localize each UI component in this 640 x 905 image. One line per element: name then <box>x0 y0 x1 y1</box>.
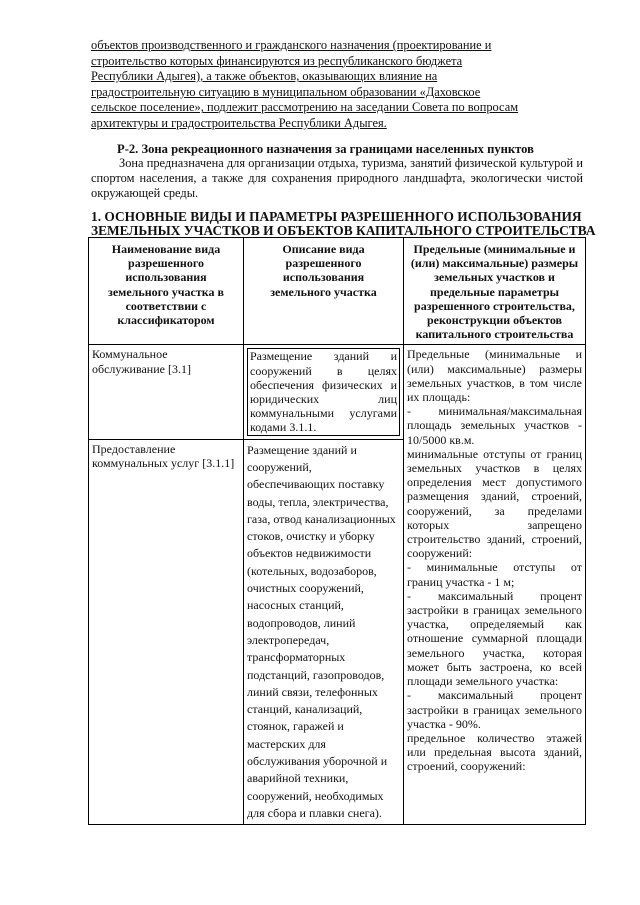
section-title-line: ЗЕМЕЛЬНЫХ УЧАСТКОВ И ОБЪЕКТОВ КАПИТАЛЬНОГО СТРОИТЕЛЬСТВА <box>91 223 596 239</box>
row-description: Размещение зданий и сооружений в целях обеспечения физических и юридических лиц коммунальными услугами кодами 3.1.1. <box>247 348 400 435</box>
param-text: минимальные отступы от границ земельных участков в целях определения мест допустимого размещения зданий, строений, сооружений, за пределами которых запрещено строительство зданий, строений, сооружений: <box>407 446 582 561</box>
intro-line: сельское поселение», подлежит рассмотрению на заседании Совета по вопросам <box>91 100 519 115</box>
row-description-cell <box>244 439 404 825</box>
intro-line: архитектуры и градостроительства Республики Адыгея. <box>91 115 387 130</box>
column-header-name: Наименование вида разрешенного использования земельного участка в соответствии с классификатором <box>89 238 244 345</box>
intro-line: градостроительную ситуацию в муниципальном образовании «Даховское <box>91 84 481 99</box>
row-name: Коммунальное обслуживание [3.1] <box>92 347 191 376</box>
param-text: - максимальный процент застройки в границах земельного участка, определяемый как отношение суммарной площади земельного участка, которая может быть застроена, ко всей площади земельного участка: <box>407 588 582 689</box>
row-name: Предоставление коммунальных услуг [3.1.1] <box>92 441 235 470</box>
param-text: - минимальная/максимальная площадь земельных участков - 10/5000 кв.м. <box>407 404 582 447</box>
row-name-cell <box>89 345 244 439</box>
intro-line: строительство которых финансируются из республиканского бюджета <box>91 53 463 68</box>
section-title <box>91 209 596 239</box>
param-text: предельное количество этажей или предельная высота зданий, строений, сооружений: <box>407 730 582 774</box>
zone-title: Р-2. Зона рекреационного назначения за границами населенных пунктов <box>117 142 534 156</box>
row-description: Размещение зданий и сооружений, обеспечивающих поставку воды, тепла, электричества, газа, отвод канализационных стоков, очистку и уборку объектов недвижимости (котельных, водозаборов, очистных сооружений, насосных станций, водопроводов, линий электропередач, трансформаторных подстанций, газопроводов, линий связи, телефонных станций, канализаций, стоянок, гаражей и мастерских для обслуживания уборочной и аварийной техники, сооружений, необходимых для сбора и плавки снега). <box>247 442 396 820</box>
param-text: - максимальный процент застройки в границах земельного участка - 90%. <box>407 688 582 731</box>
section-title-line: 1. ОСНОВНЫЕ ВИДЫ И ПАРАМЕТРЫ РАЗРЕШЕННОГО ИСПОЛЬЗОВАНИЯ <box>91 209 582 224</box>
row-description-cell <box>244 345 404 439</box>
parameters-cell <box>404 345 586 825</box>
column-header-description: Описание вида разрешенного использования земельного участка <box>244 238 404 345</box>
zone-description: Зона предназначена для организации отдыха, туризма, занятий физической культурой и спортом населения, а также для сохранения природного ландшафта, экологически чистой окружающей среды. <box>91 156 583 201</box>
intro-paragraph <box>91 38 591 132</box>
intro-line: Республики Адыгея), а также объектов, оказывающих влияние на <box>91 69 438 84</box>
table-row <box>89 345 586 439</box>
param-text: Предельные (минимальные и (или) максимальные) размеры земельных участков, в том числе их площадь: <box>407 347 582 405</box>
column-header-parameters: Предельные (минимальные и (или) максимальные) размеры земельных участков и предельные параметры разрешенного строительства, реконструкции объектов капитального строительства <box>404 238 586 345</box>
intro-line: объектов производственного и гражданского назначения (проектирование и <box>91 38 492 52</box>
row-name-cell <box>89 439 244 825</box>
table-header-row <box>89 238 586 345</box>
land-use-table <box>88 237 586 825</box>
param-text: - минимальные отступы от границ участка - 1 м; <box>407 560 582 589</box>
